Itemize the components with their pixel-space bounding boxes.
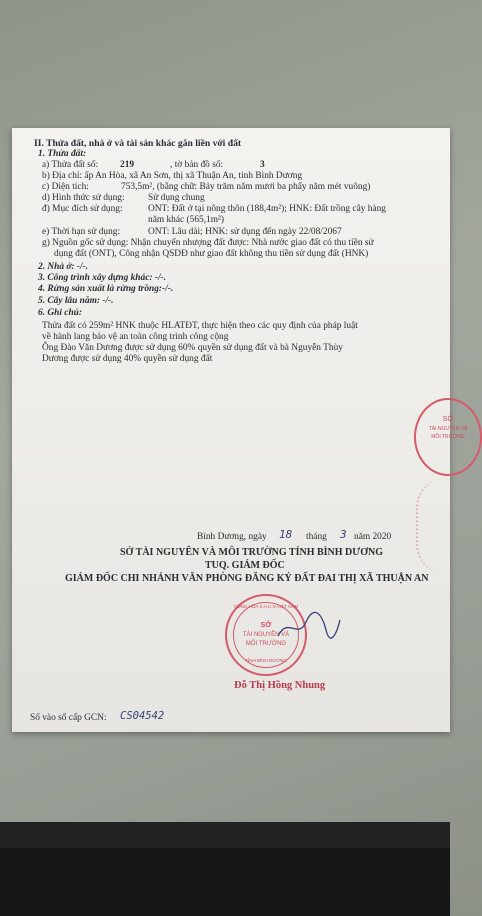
heading-cong-trinh: 3. Công trình xây dựng khác: -/-.: [38, 273, 167, 283]
area-label: c) Diện tích:: [42, 182, 89, 192]
date-year: năm 2020: [354, 532, 392, 542]
origin-line-2: dụng đất (ONT), Công nhận QSDĐ như giao đất không thu tiền sử dụng đất (HNK): [54, 249, 369, 259]
section-title: II. Thửa đất, nhà ở và tài sản khác gắn liền với đất: [34, 138, 242, 149]
faint-seal-ring: [416, 478, 458, 574]
note-line-2: về hành lang bảo vệ an toàn công trình công cộng: [42, 332, 229, 342]
parcel-number-label: a) Thửa đất số:: [42, 160, 99, 170]
heading-nha-o: 2. Nhà ở: -/-.: [38, 262, 89, 272]
area-value: 753,5m², (bằng chữ: Bảy trăm năm mươi ba phẩy năm mét vuông): [121, 182, 371, 192]
usage-term-value: ONT: Lâu dài; HNK: sử dụng đến ngày 22/08/2067: [148, 227, 342, 237]
note-line-4: Dương được sử dụng 40% quyền sử dụng đất: [42, 354, 213, 364]
org-line-2: TUQ. GIÁM ĐỐC: [205, 560, 285, 571]
official-seal: CỘNG HÒA X.H.C.N VIỆT NAM SỞ TÀI NGUYÊN VÀ MÔI TRƯỜNG TỈNH BÌNH DƯƠNG: [225, 594, 307, 676]
address-line: b) Địa chỉ: ấp An Hòa, xã An Sơn, thị xã Thuận An, tỉnh Bình Dương: [42, 171, 303, 181]
usage-form-label: d) Hình thức sử dụng:: [42, 193, 125, 203]
heading-rung: 4. Rừng sản xuất là rừng trồng:-/-.: [38, 284, 174, 294]
org-line-3: GIÁM ĐỐC CHI NHÁNH VĂN PHÒNG ĐĂNG KÝ ĐẤT ĐAI THỊ XÃ THUẬN AN: [65, 573, 429, 584]
usage-purpose-value-2: năm khác (565,1m²): [148, 215, 224, 225]
usage-purpose-label: đ) Mục đích sử dụng:: [42, 204, 123, 214]
usage-form-value: Sử dụng chung: [148, 193, 205, 203]
gcn-label: Số vào sổ cấp GCN:: [30, 713, 107, 723]
origin-line-1: g) Nguồn gốc sử dụng: Nhận chuyển nhượng đất được: Nhà nước giao đất có thu tiền sử: [42, 238, 374, 248]
signer-name: Đỗ Thị Hồng Nhung: [234, 680, 326, 691]
dark-fabric-fold: [0, 822, 450, 848]
signature-scribble: [274, 606, 344, 646]
heading-thua-dat: 1. Thửa đất:: [38, 149, 87, 159]
org-line-1: SỞ TÀI NGUYÊN VÀ MÔI TRƯỜNG TỈNH BÌNH DƯƠNG: [120, 547, 383, 558]
certificate-page: [12, 128, 468, 732]
heading-ghi-chu: 6. Ghi chú:: [38, 308, 83, 318]
parcel-number-value: 219: [120, 160, 135, 170]
note-line-1: Thửa đất có 259m² HNK thuộc HLATĐT, thực hiện theo các quy định của pháp luật: [42, 321, 358, 331]
date-month-label: tháng: [306, 532, 327, 542]
date-month: 3: [340, 528, 347, 541]
heading-cay-lau-nam: 5. Cây lâu năm: -/-.: [38, 296, 114, 306]
date-place: Bình Dương, ngày: [197, 532, 267, 542]
edge-seal: SỞ TÀI NGUYÊN VÀ MÔI TRƯỜNG: [414, 398, 482, 476]
usage-purpose-value: ONT: Đất ở tại nông thôn (188,4m²); HNK: Đất trồng cây hàng: [148, 204, 386, 214]
gcn-value: CS04542: [120, 710, 165, 722]
map-sheet-value: 3: [260, 160, 265, 170]
usage-term-label: e) Thời hạn sử dụng:: [42, 227, 121, 237]
note-line-3: Ông Đào Văn Dương được sử dụng 60% quyền sử dụng đất và bà Nguyễn Thùy: [42, 343, 343, 353]
date-day: 18: [279, 528, 293, 541]
map-sheet-label: , tờ bản đồ số:: [170, 160, 224, 170]
